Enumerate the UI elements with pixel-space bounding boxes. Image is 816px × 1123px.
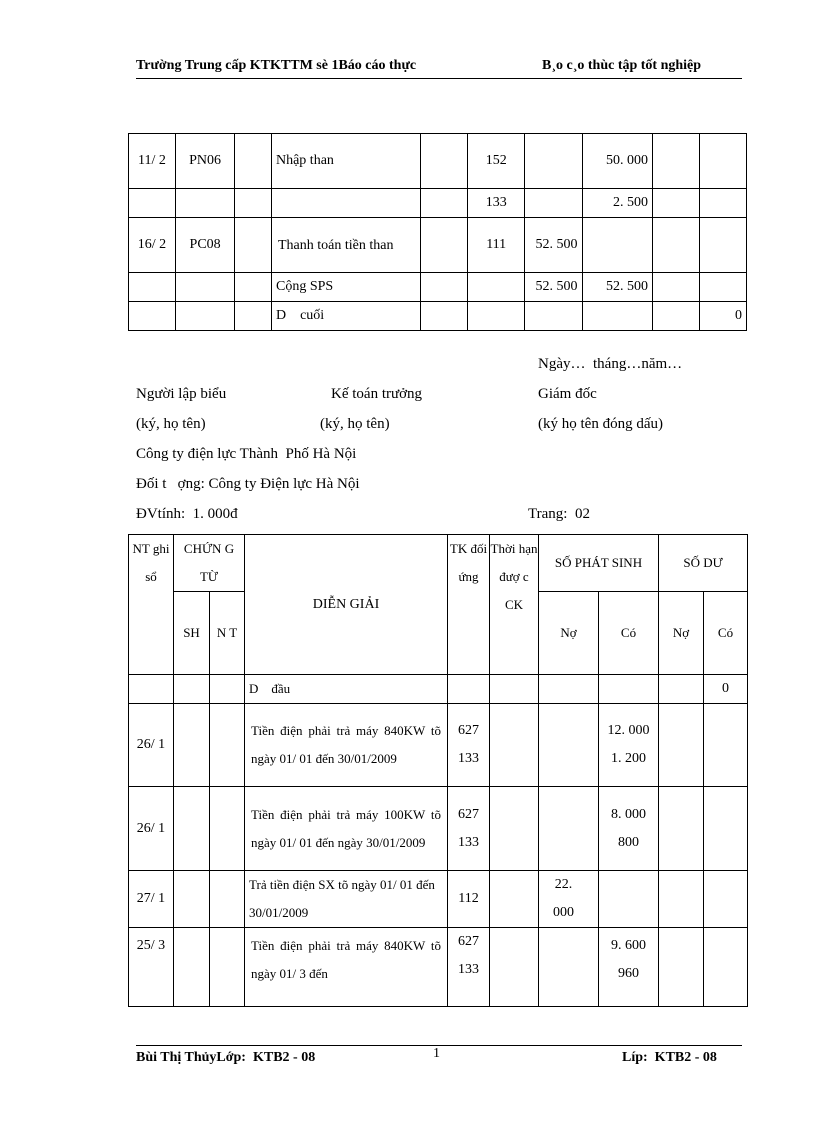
table-row (129, 302, 747, 331)
account-cell: 152 (468, 134, 525, 189)
account-cell (448, 675, 490, 704)
date-cell: 25/ 3 (129, 928, 174, 1007)
ledger-table-2 (128, 534, 748, 1007)
balance-debit-cell (652, 134, 699, 189)
col-header-nt: N T (210, 592, 245, 675)
date-cell (129, 189, 176, 218)
table-row (129, 928, 748, 1007)
director-label: Giám đốc (538, 386, 597, 402)
debit-cell: 22. 000 (539, 871, 599, 928)
table-row (129, 189, 747, 218)
balance-debit-cell (659, 928, 704, 1007)
debit-cell (525, 189, 582, 218)
doc-date-cell (210, 704, 245, 787)
extra-cell (421, 189, 468, 218)
date-cell: 16/ 2 (129, 218, 176, 273)
description-cell: D cuối (271, 302, 420, 331)
description-cell: Cộng SPS (271, 273, 420, 302)
debit-cell (539, 675, 599, 704)
doc-date-cell (235, 273, 272, 302)
doc-number-cell (174, 787, 210, 871)
credit-cell: 8. 000 800 (599, 787, 659, 871)
doc-date-cell (210, 787, 245, 871)
col-header-account: TK đối ứng (448, 535, 490, 675)
table-row (129, 675, 748, 704)
doc-number-cell (174, 675, 210, 704)
balance-credit-cell (699, 189, 746, 218)
account-cell: 627 133 (448, 787, 490, 871)
date-line: Ngày… tháng…năm… (538, 356, 683, 372)
table-header-row (129, 535, 748, 592)
debit-cell (539, 787, 599, 871)
col-header-sh: SH (174, 592, 210, 675)
balance-debit-cell (652, 273, 699, 302)
table-row (129, 134, 747, 189)
header-right: B¸o c¸o thùc tập tốt nghiệp (542, 58, 702, 73)
balance-credit-cell (704, 928, 748, 1007)
debit-cell (525, 302, 582, 331)
term-cell (490, 675, 539, 704)
account-cell (468, 273, 525, 302)
date-cell (129, 675, 174, 704)
doc-date-cell (235, 189, 272, 218)
credit-cell (599, 871, 659, 928)
credit-cell: 50. 000 (582, 134, 652, 189)
page-label: Trang: 02 (528, 506, 590, 522)
company-name: Công ty điện lực Thành Phố Hà Nội (136, 446, 357, 462)
extra-cell (421, 134, 468, 189)
balance-credit-cell: 0 (699, 302, 746, 331)
debit-cell (539, 928, 599, 1007)
table-row (129, 704, 748, 787)
doc-date-cell (210, 871, 245, 928)
date-cell (129, 273, 176, 302)
balance-debit-cell (659, 704, 704, 787)
account-cell: 111 (468, 218, 525, 273)
footer-right: Líp: KTB2 - 08 (622, 1050, 717, 1065)
term-cell (490, 787, 539, 871)
balance-debit-cell (659, 675, 704, 704)
footer-left: Bùi Thị ThủyLớp: KTB2 - 08 (136, 1050, 316, 1065)
doc-number-cell: PC08 (175, 218, 234, 273)
balance-credit-cell (704, 704, 748, 787)
table-row (129, 273, 747, 302)
credit-cell (582, 302, 652, 331)
col-header-credit: Có (599, 592, 659, 675)
extra-cell (421, 273, 468, 302)
header-rule (136, 78, 742, 79)
doc-date-cell (235, 218, 272, 273)
doc-number-cell (174, 704, 210, 787)
date-cell: 11/ 2 (129, 134, 176, 189)
debit-cell: 52. 500 (525, 273, 582, 302)
counterparty: Đối t ợng: Công ty Điện lực Hà Nội (136, 476, 360, 492)
credit-cell (599, 675, 659, 704)
balance-debit-cell (652, 218, 699, 273)
doc-date-cell (210, 928, 245, 1007)
header-left: Trường Trung cấp KTKTTM sè 1Báo cáo thực (136, 58, 417, 73)
date-cell (129, 302, 176, 331)
chief-accountant-sign: (ký, họ tên) (320, 416, 390, 432)
col-header-date: NT ghi sổ (129, 535, 174, 675)
balance-credit-cell (704, 787, 748, 871)
description-cell: Nhập than (271, 134, 420, 189)
doc-date-cell (210, 675, 245, 704)
col-header-transactions: SỐ PHÁT SINH (539, 535, 659, 592)
balance-debit-cell (659, 787, 704, 871)
term-cell (490, 928, 539, 1007)
page-number: 1 (433, 1046, 440, 1061)
col-header-debit: Nợ (539, 592, 599, 675)
balance-credit-cell (699, 218, 746, 273)
credit-cell (582, 218, 652, 273)
description-cell: Tiền điện phải trả máy 840KW tõ ngày 01/ 3 đến (245, 928, 448, 1007)
term-cell (490, 704, 539, 787)
doc-number-cell (174, 871, 210, 928)
doc-date-cell (235, 302, 272, 331)
account-cell: 112 (448, 871, 490, 928)
description-cell: D đầu (245, 675, 448, 704)
term-cell (490, 871, 539, 928)
account-cell: 627 133 (448, 704, 490, 787)
doc-date-cell (235, 134, 272, 189)
table-row (129, 871, 748, 928)
description-cell (271, 189, 420, 218)
table-row (129, 218, 747, 273)
doc-number-cell (175, 302, 234, 331)
debit-cell (525, 134, 582, 189)
date-cell: 27/ 1 (129, 871, 174, 928)
col-header-balance-credit: Có (704, 592, 748, 675)
director-sign: (ký họ tên đóng dấu) (538, 416, 663, 432)
doc-number-cell (174, 928, 210, 1007)
debit-cell: 52. 500 (525, 218, 582, 273)
preparer-sign: (ký, họ tên) (136, 416, 206, 432)
date-cell: 26/ 1 (129, 787, 174, 871)
account-cell (468, 302, 525, 331)
balance-credit-cell (699, 273, 746, 302)
ledger-table-1 (128, 133, 747, 331)
table-row (129, 787, 748, 871)
doc-number-cell (175, 273, 234, 302)
col-header-document: CHỨN G TỪ (174, 535, 245, 592)
col-header-balance-debit: Nợ (659, 592, 704, 675)
credit-cell: 12. 000 1. 200 (599, 704, 659, 787)
description-cell: Trả tiền điện SX tõ ngày 01/ 01 đến 30/01/2009 (245, 871, 448, 928)
doc-number-cell (175, 189, 234, 218)
col-header-description: DIỄN GIẢI (245, 535, 448, 675)
balance-credit-cell (699, 134, 746, 189)
doc-number-cell: PN06 (175, 134, 234, 189)
date-cell: 26/ 1 (129, 704, 174, 787)
balance-credit-cell: 0 (704, 675, 748, 704)
col-header-term: Thời hạn đượ c CK (490, 535, 539, 675)
preparer-label: Người lập biểu (136, 386, 227, 402)
account-cell: 133 (468, 189, 525, 218)
balance-debit-cell (652, 189, 699, 218)
description-cell: Tiền điện phải trả máy 840KW tõ ngày 01/ 01 đến 30/01/2009 (245, 704, 448, 787)
description-cell: Tiền điện phải trả máy 100KW tõ ngày 01/ 01 đến ngày 30/01/2009 (245, 787, 448, 871)
balance-credit-cell (704, 871, 748, 928)
credit-cell: 9. 600 960 (599, 928, 659, 1007)
credit-cell: 2. 500 (582, 189, 652, 218)
debit-cell (539, 704, 599, 787)
balance-debit-cell (652, 302, 699, 331)
extra-cell (421, 218, 468, 273)
unit-label: ĐVtính: 1. 000đ (136, 506, 238, 522)
credit-cell: 52. 500 (582, 273, 652, 302)
account-cell: 627 133 (448, 928, 490, 1007)
description-cell: Thanh toán tiền than (271, 218, 420, 273)
balance-debit-cell (659, 871, 704, 928)
extra-cell (421, 302, 468, 331)
col-header-balance: SỐ DƯ (659, 535, 748, 592)
chief-accountant-label: Kế toán trưởng (331, 386, 423, 402)
